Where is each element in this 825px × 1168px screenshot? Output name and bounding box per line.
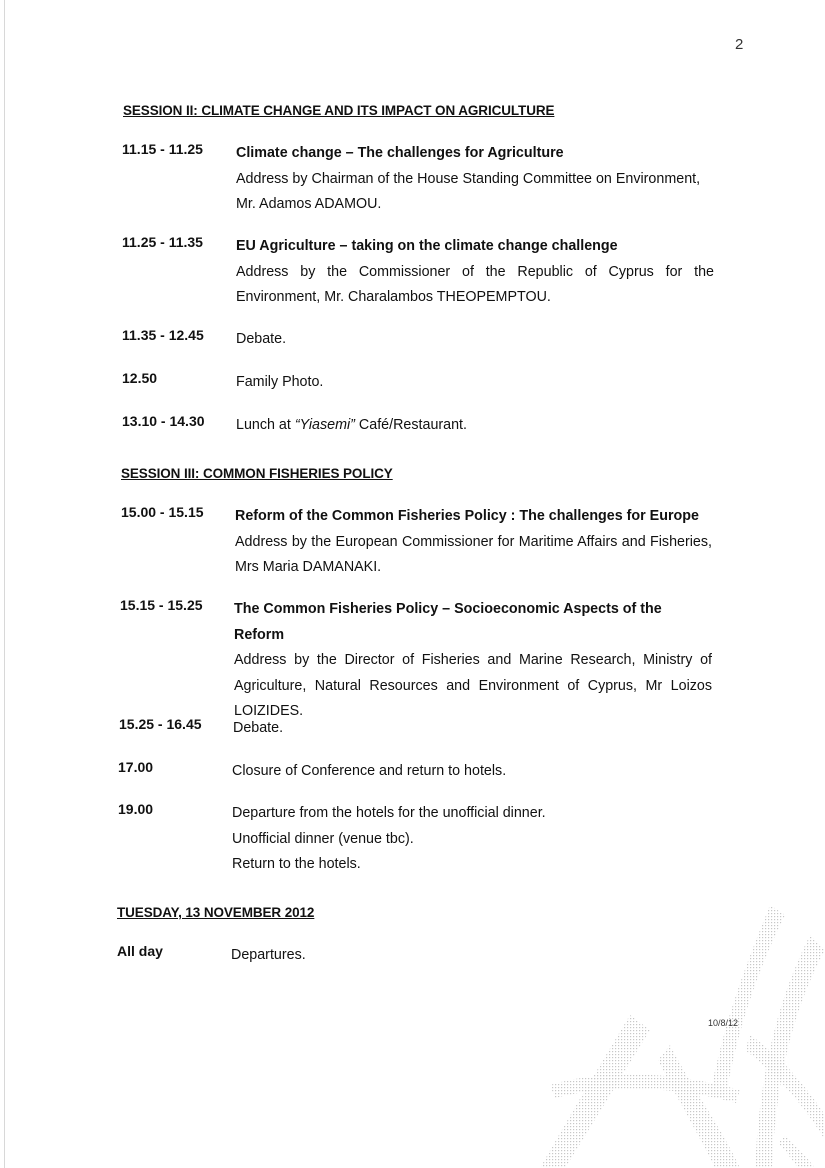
agenda-body (236, 413, 825, 439)
agenda-time: 15.00 - 15.15 (121, 504, 204, 520)
session-3-heading: SESSION III: COMMON FISHERIES POLICY (121, 466, 393, 481)
venue-name: “Yiasemi” (294, 417, 355, 433)
agenda-time: 11.15 - 11.25 (122, 141, 203, 157)
watermark-emblem (510, 895, 825, 1168)
scan-edge (4, 0, 5, 1168)
agenda-content (236, 234, 714, 311)
agenda-body: Address by the Director of Fisheries and Marine Research, Ministry of Agriculture, Natural Resources and Environment of Cyprus, Mr Loizos LOIZIDES. (234, 652, 712, 719)
date-stamp: 10/8/12 (708, 1018, 739, 1028)
agenda-body: Address by the Commissioner of the Republic of Cyprus for the Environment, Mr. Charalambos THEOPEMPTOU. (236, 263, 714, 305)
agenda-content (236, 327, 825, 353)
agenda-content (235, 504, 712, 581)
agenda-time: 12.50 (122, 370, 158, 386)
agenda-time: 11.25 - 11.35 (122, 234, 203, 250)
agenda-time: 19.00 (118, 801, 154, 817)
day-heading: TUESDAY, 13 NOVEMBER 2012 (117, 905, 315, 920)
agenda-time: 11.35 - 12.45 (122, 327, 204, 343)
page-number: 2 (735, 36, 744, 53)
lunch-suffix: Café/Restaurant. (354, 417, 468, 433)
agenda-body: Address by Chairman of the House Standing Committee on Environment, Mr. Adamos ADAMOU. (236, 170, 701, 212)
agenda-body: Debate. (236, 331, 287, 347)
agenda-body: Closure of Conference and return to hotels. (232, 763, 507, 779)
agenda-content (233, 716, 825, 742)
agenda-content (236, 141, 710, 218)
agenda-title: Climate change – The challenges for Agriculture (236, 145, 564, 161)
agenda-time: 17.00 (118, 759, 154, 775)
agenda-content (236, 413, 825, 439)
agenda-content (232, 759, 825, 785)
agenda-time: All day (117, 943, 163, 959)
agenda-time: 13.10 - 14.30 (122, 413, 205, 429)
agenda-body: Address by the European Commissioner for Maritime Affairs and Fisheries, Mrs Maria DAMANAKI. (235, 533, 712, 575)
agenda-title: The Common Fisheries Policy – Socioeconomic Aspects of the Reform (234, 601, 662, 643)
lunch-prefix: Lunch at (236, 417, 295, 433)
session-2-heading: SESSION II: CLIMATE CHANGE AND ITS IMPACT ON AGRICULTURE (123, 103, 555, 118)
agenda-body: Departures. (231, 947, 306, 963)
agenda-line: Unofficial dinner (venue tbc). (232, 830, 414, 847)
agenda-title: Reform of the Common Fisheries Policy : The challenges for Europe (235, 508, 699, 524)
agenda-content (236, 370, 825, 396)
agenda-body: Family Photo. (236, 374, 324, 390)
agenda-body: Debate. (233, 720, 284, 736)
agenda-line: Return to the hotels. (232, 856, 361, 872)
agenda-content (234, 597, 712, 725)
agenda-line: Departure from the hotels for the unofficial dinner. (232, 805, 546, 821)
agenda-time: 15.15 - 15.25 (120, 597, 203, 613)
agenda-time: 15.25 - 16.45 (119, 716, 202, 732)
agenda-content (232, 801, 825, 878)
agenda-title: EU Agriculture – taking on the climate change challenge (236, 238, 618, 254)
